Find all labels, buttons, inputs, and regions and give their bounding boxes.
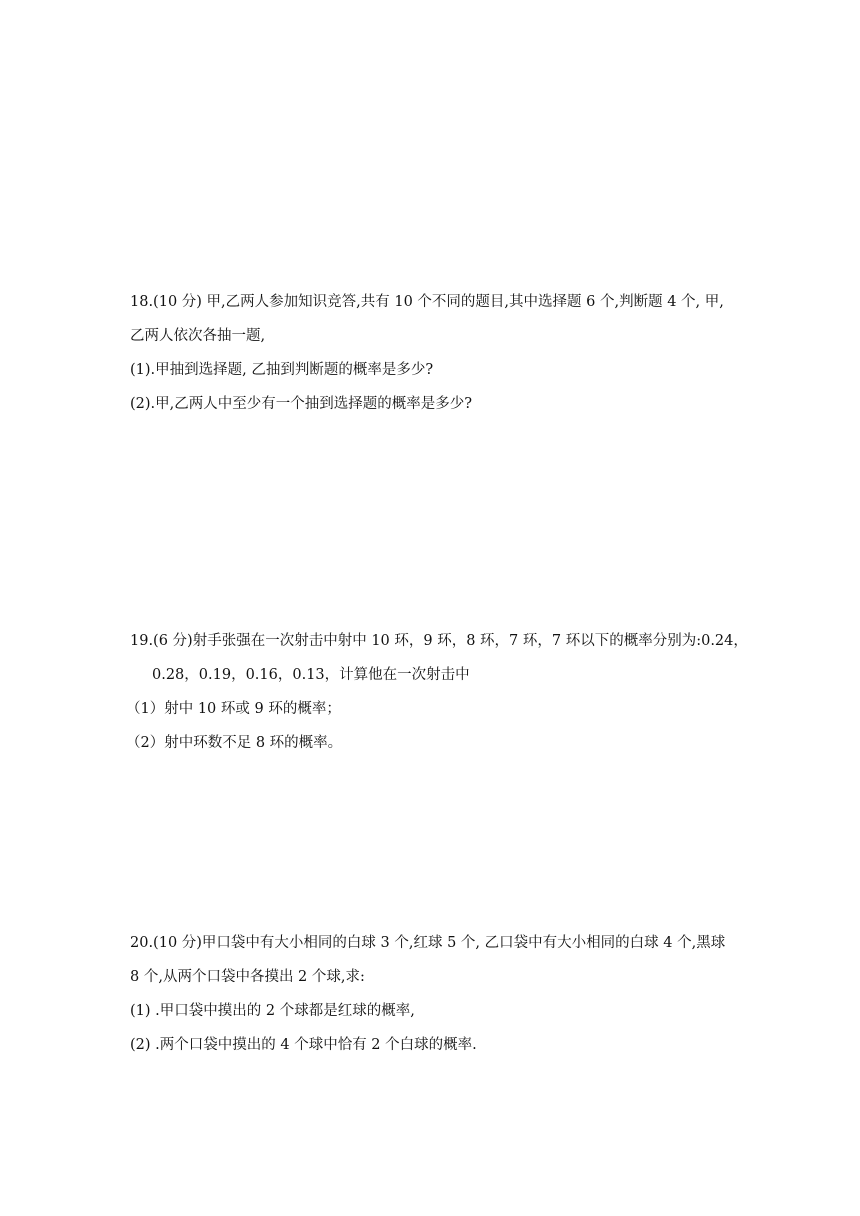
question-18-part-2: (2).甲,乙两人中至少有一个抽到选择题的概率是多少?: [130, 396, 473, 412]
question-20-line-2: 8 个,从两个口袋中各摸出 2 个球,求:: [130, 969, 365, 985]
question-18-part-1: (1).甲抽到选择题, 乙抽到判断题的概率是多少?: [130, 362, 434, 378]
question-19: [126, 624, 748, 760]
question-18: [130, 285, 745, 421]
question-20-line-1: 20.(10 分)甲口袋中有大小相同的白球 3 个,红球 5 个, 乙口袋中有大小相同的白球 4 个,黑球: [130, 935, 726, 951]
question-19-line-1: 19.(6 分)射手张强在一次射击中射中 10 环，9 环，8 环，7 环，7 环以下的概率分别为:0.24，: [130, 633, 748, 649]
question-18-line-2: 乙两人依次各抽一题,: [130, 328, 266, 344]
question-18-line-1: 18.(10 分) 甲,乙两人参加知识竞答,共有 10 个不同的题目,其中选择题 6 个,判断题 4 个, 甲,: [130, 294, 724, 310]
question-19-part-1: （1）射中 10 环或 9 环的概率；: [126, 701, 341, 717]
question-19-line-2: 0.28，0.19，0.16，0.13，计算他在一次射击中: [152, 667, 470, 683]
question-20-part-1: (1) .甲口袋中摸出的 2 个球都是红球的概率,: [130, 1003, 415, 1019]
question-20-part-2: (2) .两个口袋中摸出的 4 个球中恰有 2 个白球的概率.: [130, 1037, 477, 1053]
question-19-part-2: （2）射中环数不足 8 环的概率。: [126, 735, 343, 751]
question-20: [130, 926, 745, 1062]
